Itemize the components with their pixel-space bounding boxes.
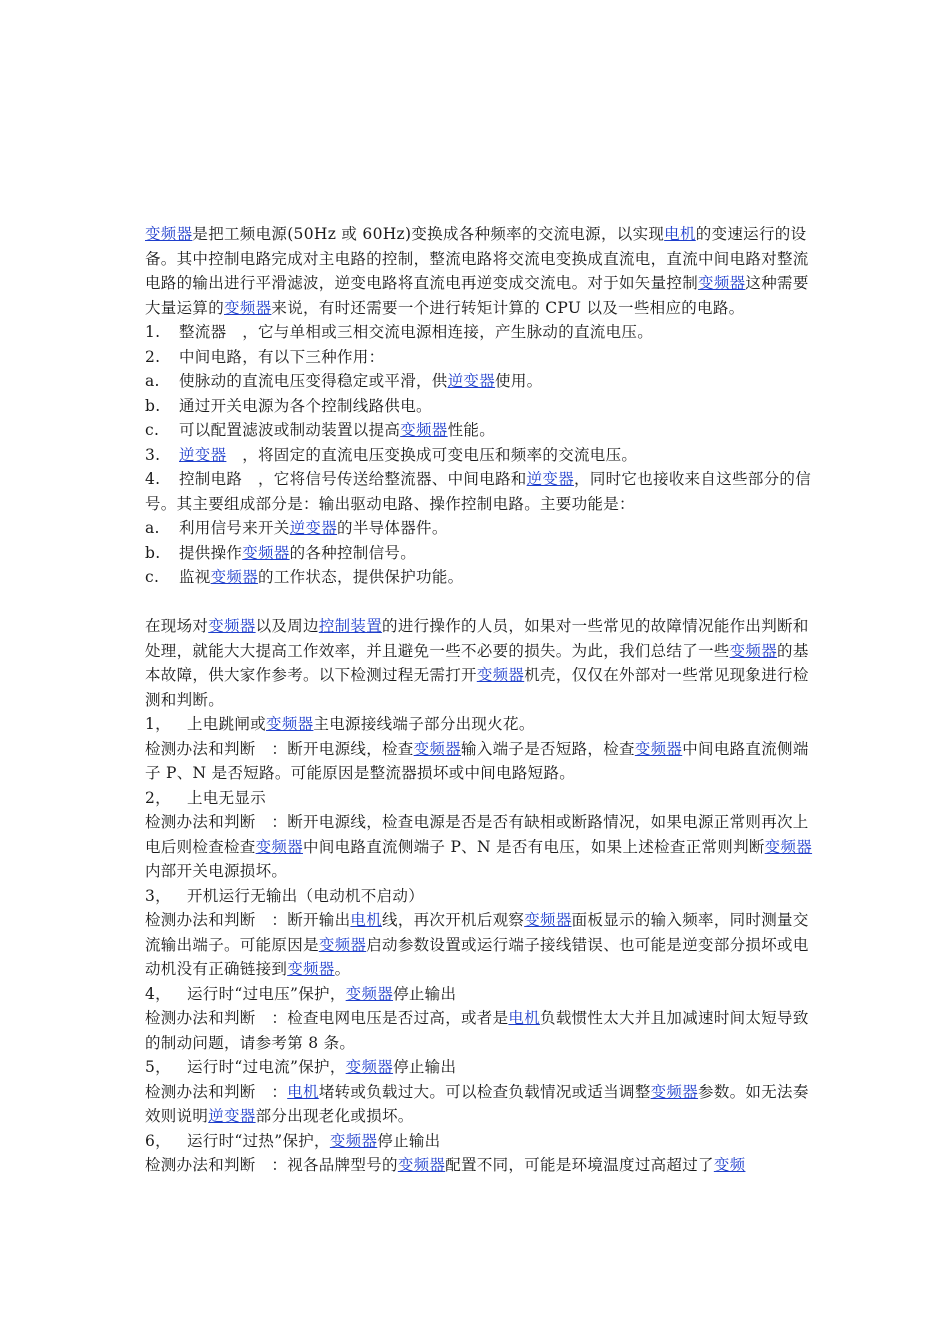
fault-heading: 3， 开机运行无输出（电动机不启动）	[145, 886, 425, 905]
link-inverter[interactable]: 变频器	[634, 739, 683, 758]
list-item: 2. 中间电路，有以下三种作用：	[145, 347, 385, 366]
link-inverter[interactable]: 变频器	[266, 715, 314, 733]
fault-heading: 6， 运行时“过热”保护，变频器停止输出	[145, 1131, 441, 1150]
detection-label: 检测办法和判断 ：	[145, 1009, 288, 1027]
link-inverter[interactable]: 变频器	[397, 1156, 446, 1174]
link-inverter[interactable]: 变频器	[145, 225, 193, 243]
list-item: a. 利用信号来开关逆变器的半导体器件。	[145, 519, 448, 537]
fault-heading: 5， 运行时“过电流”保护，变频器停止输出	[145, 1058, 457, 1076]
fault-detection: 检测办法和判断 ：检查电网电压是否过高，或者是电机负载惯性太大并且加减速时间太短导致的制动问题，请参考第 8 条。	[145, 1009, 809, 1052]
link-inverter[interactable]: 变频	[713, 1156, 746, 1174]
paragraph-gap	[145, 590, 813, 615]
link-inverter[interactable]: 变频器	[318, 935, 367, 954]
link-dc-inverter[interactable]: 逆变器	[208, 1107, 256, 1125]
fault-detection: 检测办法和判断 ：视各品牌型号的变频器配置不同，可能是环境温度过高超过了变频	[145, 1156, 746, 1174]
fault-detection: 检测办法和判断 ：断开输出电机线，再次开机后观察变频器面板显示的输入频率，同时测量交流输出端子。可能原因是变频器启动参数设置或运行端子接线错误、也可能是逆变部分损坏或电动机没有正确链接到变频器。	[145, 911, 809, 978]
fault-heading: 1， 上电跳闸或变频器主电源接线端子部分出现火花。	[145, 715, 535, 733]
list-item: b. 通过开关电源为各个控制线路供电。	[145, 396, 432, 415]
list-item: 4. 控制电路 ，它将信号传送给整流器、中间电路和逆变器，同时它也接收来自这些部分的信号。其主要组成部分是：输出驱动电路、操作控制电路。主要功能是：	[145, 470, 812, 513]
link-inverter[interactable]: 变频器	[345, 1058, 394, 1076]
link-inverter[interactable]: 变频器	[413, 739, 462, 758]
fault-heading: 2， 上电无显示	[145, 788, 267, 807]
link-inverter[interactable]: 变频器	[764, 837, 813, 856]
list-item: 1. 整流器 ，它与单相或三相交流电源相连接，产生脉动的直流电压。	[145, 323, 654, 341]
link-inverter[interactable]: 变频器	[208, 617, 256, 635]
link-inverter[interactable]: 变频器	[698, 274, 746, 292]
link-inverter[interactable]: 变频器	[650, 1082, 699, 1101]
link-dc-inverter[interactable]: 逆变器	[526, 470, 575, 488]
list-item: b. 提供操作变频器的各种控制信号。	[145, 543, 417, 562]
detection-label: 检测办法和判断 ：	[145, 1082, 288, 1101]
link-inverter[interactable]: 变频器	[255, 837, 304, 856]
detection-label: 检测办法和判断 ：	[145, 1156, 288, 1174]
link-dc-inverter[interactable]: 逆变器	[179, 445, 227, 464]
link-inverter[interactable]: 变频器	[345, 984, 394, 1003]
detection-label: 检测办法和判断 ：	[145, 739, 288, 758]
link-inverter[interactable]: 变频器	[329, 1131, 378, 1150]
link-inverter[interactable]: 变频器	[476, 666, 525, 684]
detection-label: 检测办法和判断 ：	[145, 911, 288, 929]
fault-detection: 检测办法和判断 ：电机堵转或负载过大。可以检查负载情况或适当调整变频器参数。如无法奏效则说明逆变器部分出现老化或损坏。	[145, 1082, 809, 1125]
fault-detection: 检测办法和判断 ：断开电源线，检查电源是否是否有缺相或断路情况，如果电源正常则再次上电后则检查检查变频器中间电路直流侧端子 P、N 是否有电压，如果上述检查正常则判断变频器内部开关电源损坏。	[145, 813, 813, 880]
list-item: c. 可以配置滤波或制动装置以提高变频器性能。	[145, 421, 496, 439]
fault-intro-paragraph: 在现场对变频器以及周边控制装置的进行操作的人员，如果对一些常见的故障情况能作出判断和处理，就能大大提高工作效率，并且避免一些不必要的损失。为此，我们总结了一些变频器的基本故障，供大家作参考。以下检测过程无需打开变频器机壳，仅仅在外部对一些常见现象进行检测和判断。	[145, 617, 809, 709]
list-item: a. 使脉动的直流电压变得稳定或平滑，供逆变器使用。	[145, 372, 543, 390]
link-inverter[interactable]: 变频器	[224, 298, 272, 317]
intro-paragraph: 变频器是把工频电源(50Hz 或 60Hz)变换成各种频率的交流电源，以实现电机的变速运行的设备。其中控制电路完成对主电路的控制，整流电路将交流电变换成直流电，直流中间电路对整流电路的输出进行平滑滤波，逆变电路将直流电再逆变成交流电。对于如矢量控制变频器这种需要大量运算的变频器来说，有时还需要一个进行转矩计算的 CPU 以及一些相应的电路。	[145, 225, 809, 317]
link-dc-inverter[interactable]: 逆变器	[447, 372, 496, 390]
fault-heading: 4， 运行时“过电压”保护，变频器停止输出	[145, 984, 457, 1003]
document-body	[145, 222, 813, 1178]
fault-detection: 检测办法和判断 ：断开电源线，检查变频器输入端子是否短路，检查变频器中间电路直流侧端子 P、N 是否短路。可能原因是整流器损坏或中间电路短路。	[145, 739, 809, 782]
detection-label: 检测办法和判断 ：	[145, 813, 288, 831]
link-inverter[interactable]: 变频器	[729, 641, 778, 660]
link-motor[interactable]: 电机	[350, 911, 383, 929]
link-inverter[interactable]: 变频器	[524, 911, 572, 929]
link-motor[interactable]: 电机	[664, 225, 696, 243]
list-item: 3. 逆变器 ，将固定的直流电压变换成可变电压和频率的交流电压。	[145, 445, 638, 464]
link-inverter[interactable]: 变频器	[287, 960, 335, 978]
link-control-device[interactable]: 控制装置	[318, 617, 383, 635]
link-inverter[interactable]: 变频器	[210, 568, 259, 586]
link-dc-inverter[interactable]: 逆变器	[289, 519, 338, 537]
link-motor[interactable]: 电机	[287, 1082, 319, 1101]
link-inverter[interactable]: 变频器	[400, 421, 448, 439]
link-motor[interactable]: 电机	[508, 1009, 541, 1027]
link-inverter[interactable]: 变频器	[242, 543, 290, 562]
list-item: c. 监视变频器的工作状态，提供保护功能。	[145, 568, 464, 586]
